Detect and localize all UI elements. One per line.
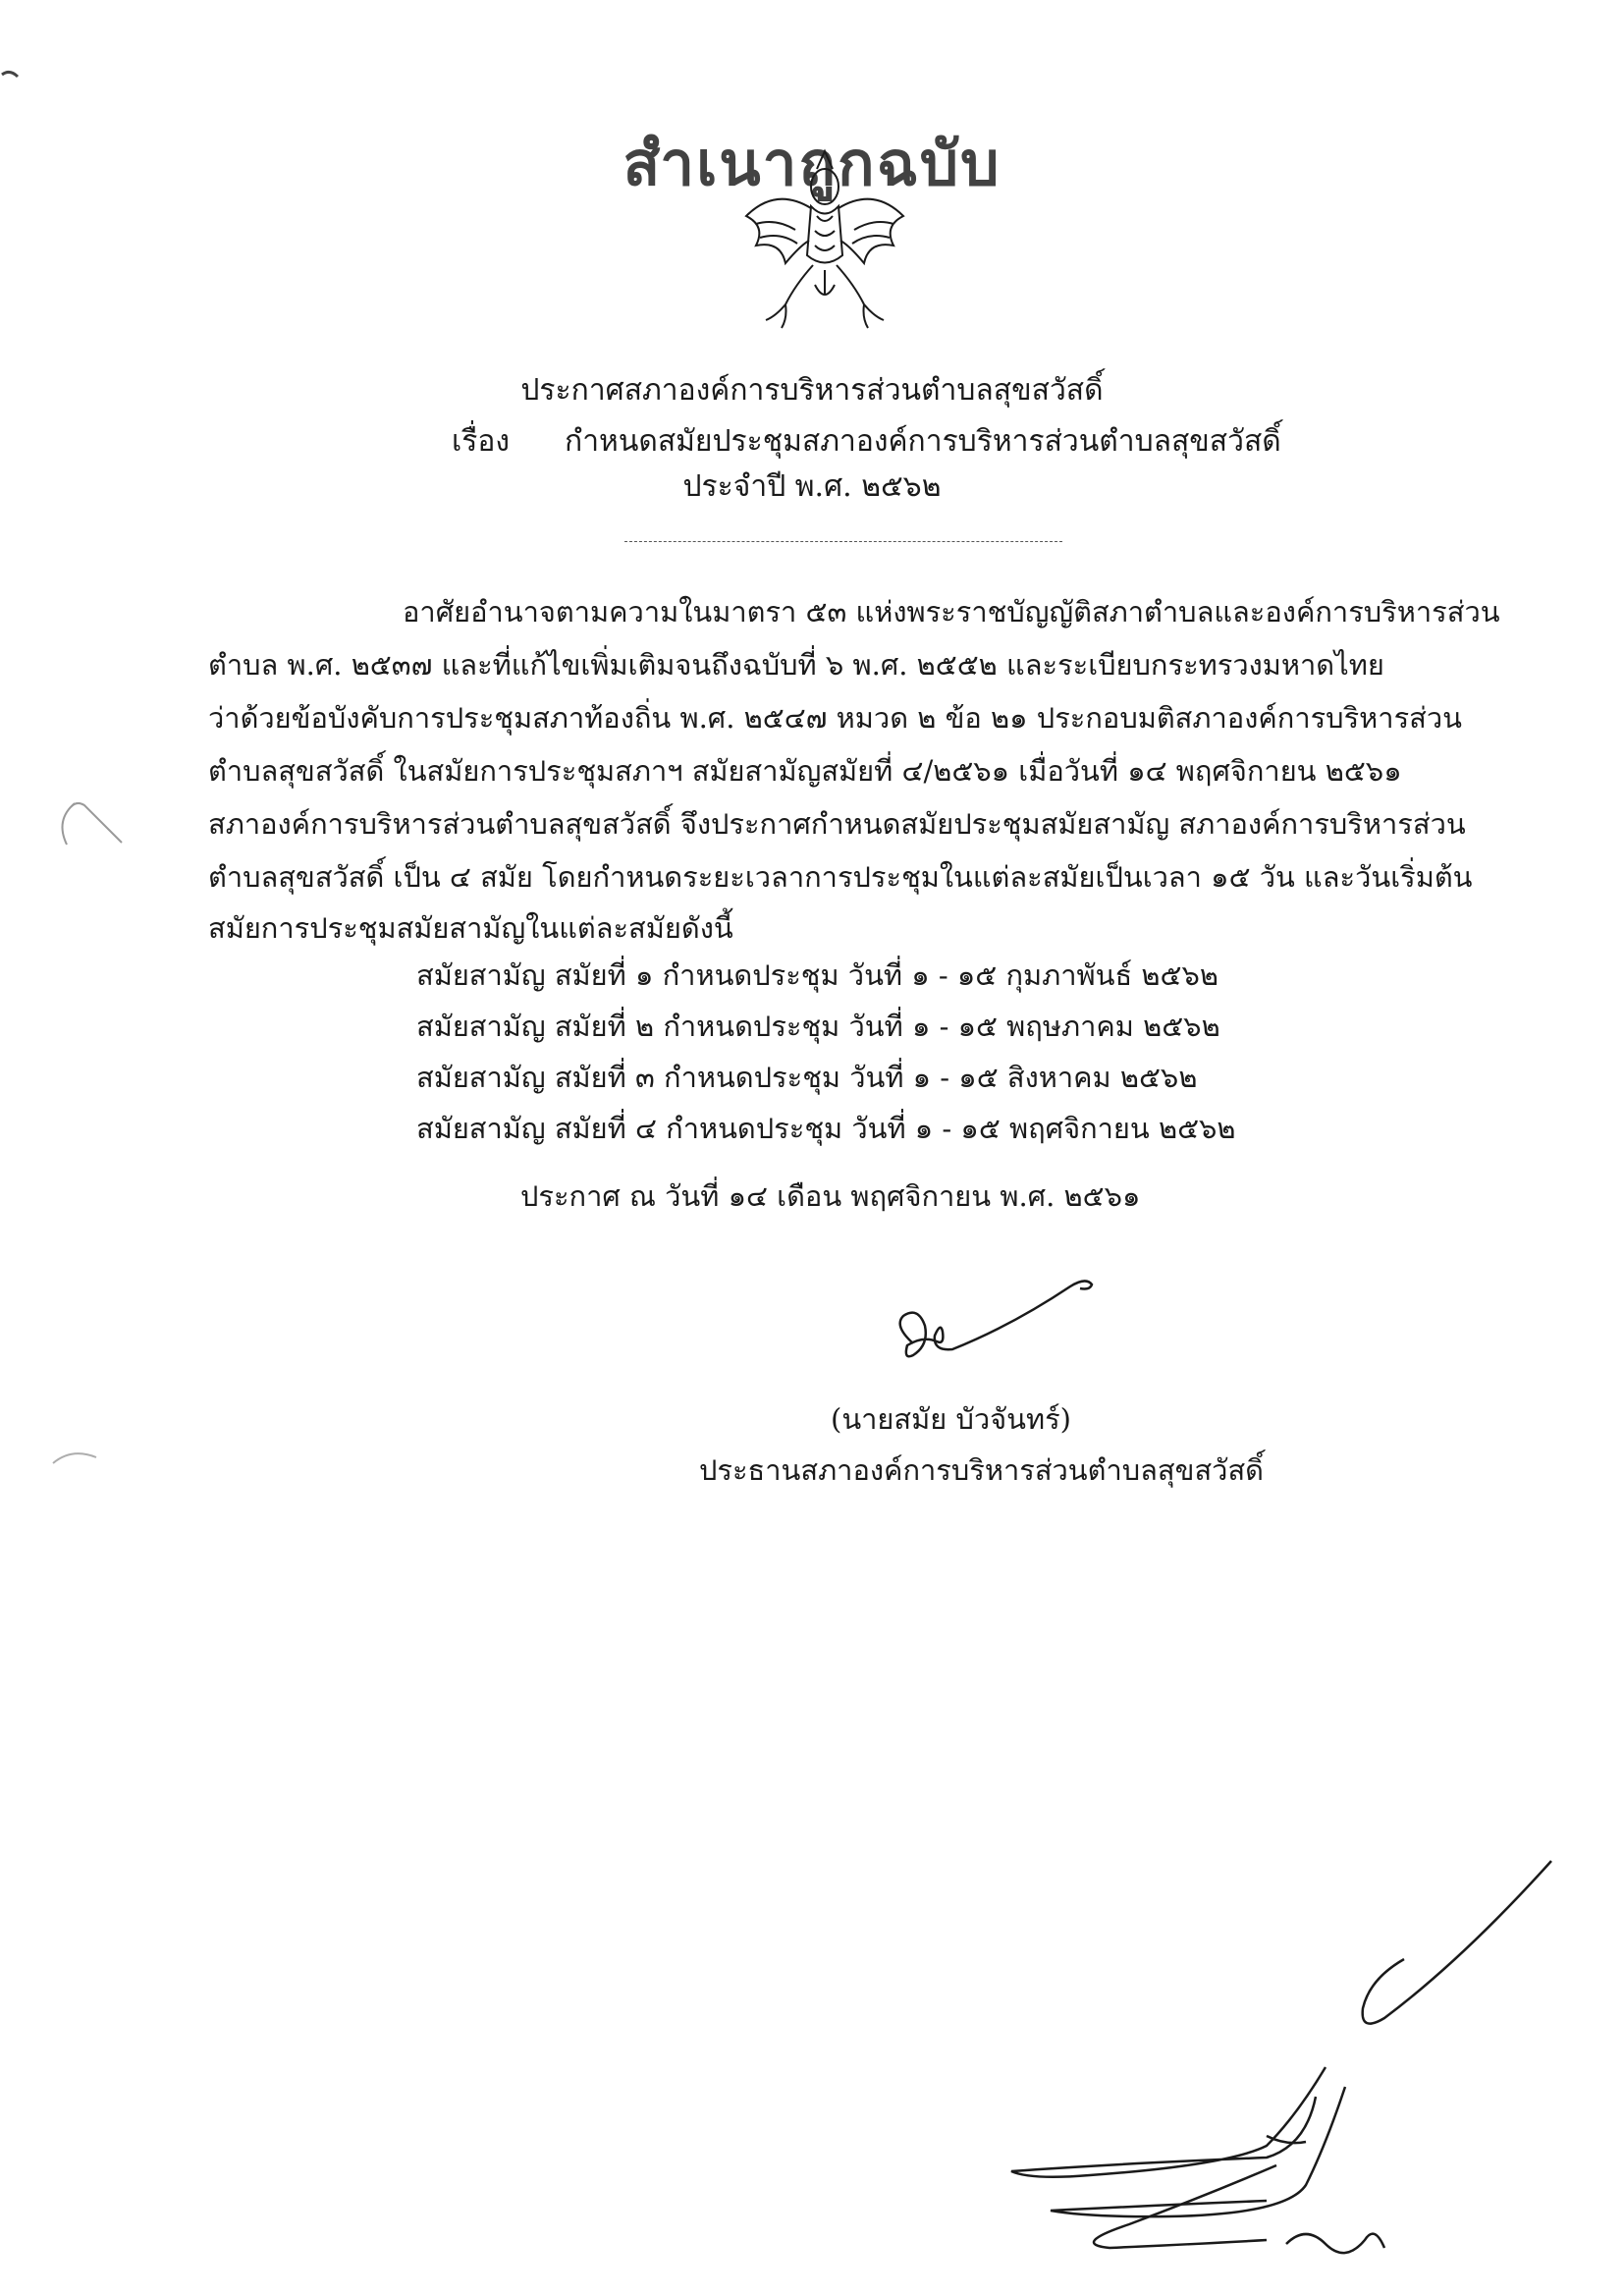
schedule-item: สมัยสามัญ สมัยที่ ๑ กำหนดประชุม วันที่ ๑ - ๑๕ กุมภาพันธ์ ๒๕๖๒: [416, 958, 1218, 992]
body-line-4: ตำบลสุขสวัสดิ์ ในสมัยการประชุมสภาฯ สมัยสามัญสมัยที่ ๔/๒๕๖๑ เมื่อวันที่ ๑๔ พฤศจิกายน ๒๕๖๑: [208, 754, 1402, 788]
body-line-3: ว่าด้วยข้อบังคับการประชุมสภาท้องถิ่น พ.ศ. ๒๕๔๗ หมวด ๒ ข้อ ๒๑ ประกอบมติสภาองค์การบริหารส่วน: [208, 701, 1462, 735]
schedule-item: สมัยสามัญ สมัยที่ ๔ กำหนดประชุม วันที่ ๑ - ๑๕ พฤศจิกายน ๒๕๖๒: [416, 1112, 1236, 1145]
garuda-emblem: [727, 147, 923, 334]
announcement-date: ประกาศ ณ วันที่ ๑๔ เดือน พฤศจิกายน พ.ศ. ๒๕๖๑: [520, 1179, 1141, 1213]
certified-copy-stamp: สำเนาถูกฉบับ: [623, 128, 1001, 199]
signatory-name: (นายสมัย บัวจันทร์): [831, 1402, 1071, 1436]
certification-signature: [972, 1851, 1581, 2283]
body-line-5: สภาองค์การบริหารส่วนตำบลสุขสวัสดิ์ จึงประกาศกำหนดสมัยประชุมสมัยสามัญ สภาองค์การบริหารส่วน: [208, 807, 1466, 841]
handwritten-signature: [874, 1267, 1110, 1394]
scan-smudge: [47, 1444, 106, 1473]
fiscal-year-line: ประจำปี พ.ศ. ๒๕๖๒: [682, 469, 942, 504]
header-divider: [624, 541, 1062, 542]
signatory-title: ประธานสภาองค์การบริหารส่วนตำบลสุขสวัสดิ์: [699, 1453, 1264, 1487]
body-line-2: ตำบล พ.ศ. ๒๕๓๗ และที่แก้ไขเพิ่มเติมจนถึงฉบับที่ ๖ พ.ศ. ๒๕๕๒ และระเบียบกระทรวงมหาดไทย: [208, 648, 1384, 682]
subject-text: กำหนดสมัยประชุมสภาองค์การบริหารส่วนตำบลสุขสวัสดิ์: [565, 424, 1281, 459]
scan-speck: [0, 67, 20, 82]
scan-smudge: [45, 795, 134, 854]
announcement-heading: ประกาศสภาองค์การบริหารส่วนตำบลสุขสวัสดิ์: [520, 373, 1104, 408]
subject-label: เรื่อง: [452, 424, 511, 459]
body-line-6: ตำบลสุขสวัสดิ์ เป็น ๔ สมัย โดยกำหนดระยะเวลาการประชุมในแต่ละสมัยเป็นเวลา ๑๕ วัน และวันเริ่มต้น: [208, 860, 1473, 894]
subject-line: [452, 418, 1281, 465]
body-line-1: อาศัยอำนาจตามความในมาตรา ๕๓ แห่งพระราชบัญญัติสภาตำบลและองค์การบริหารส่วน: [403, 595, 1500, 629]
body-line-7: สมัยการประชุมสมัยสามัญในแต่ละสมัยดังนี้: [208, 911, 733, 945]
schedule-item: สมัยสามัญ สมัยที่ ๓ กำหนดประชุม วันที่ ๑ - ๑๕ สิงหาคม ๒๕๖๒: [416, 1061, 1198, 1094]
schedule-item: สมัยสามัญ สมัยที่ ๒ กำหนดประชุม วันที่ ๑ - ๑๕ พฤษภาคม ๒๕๖๒: [416, 1010, 1220, 1043]
